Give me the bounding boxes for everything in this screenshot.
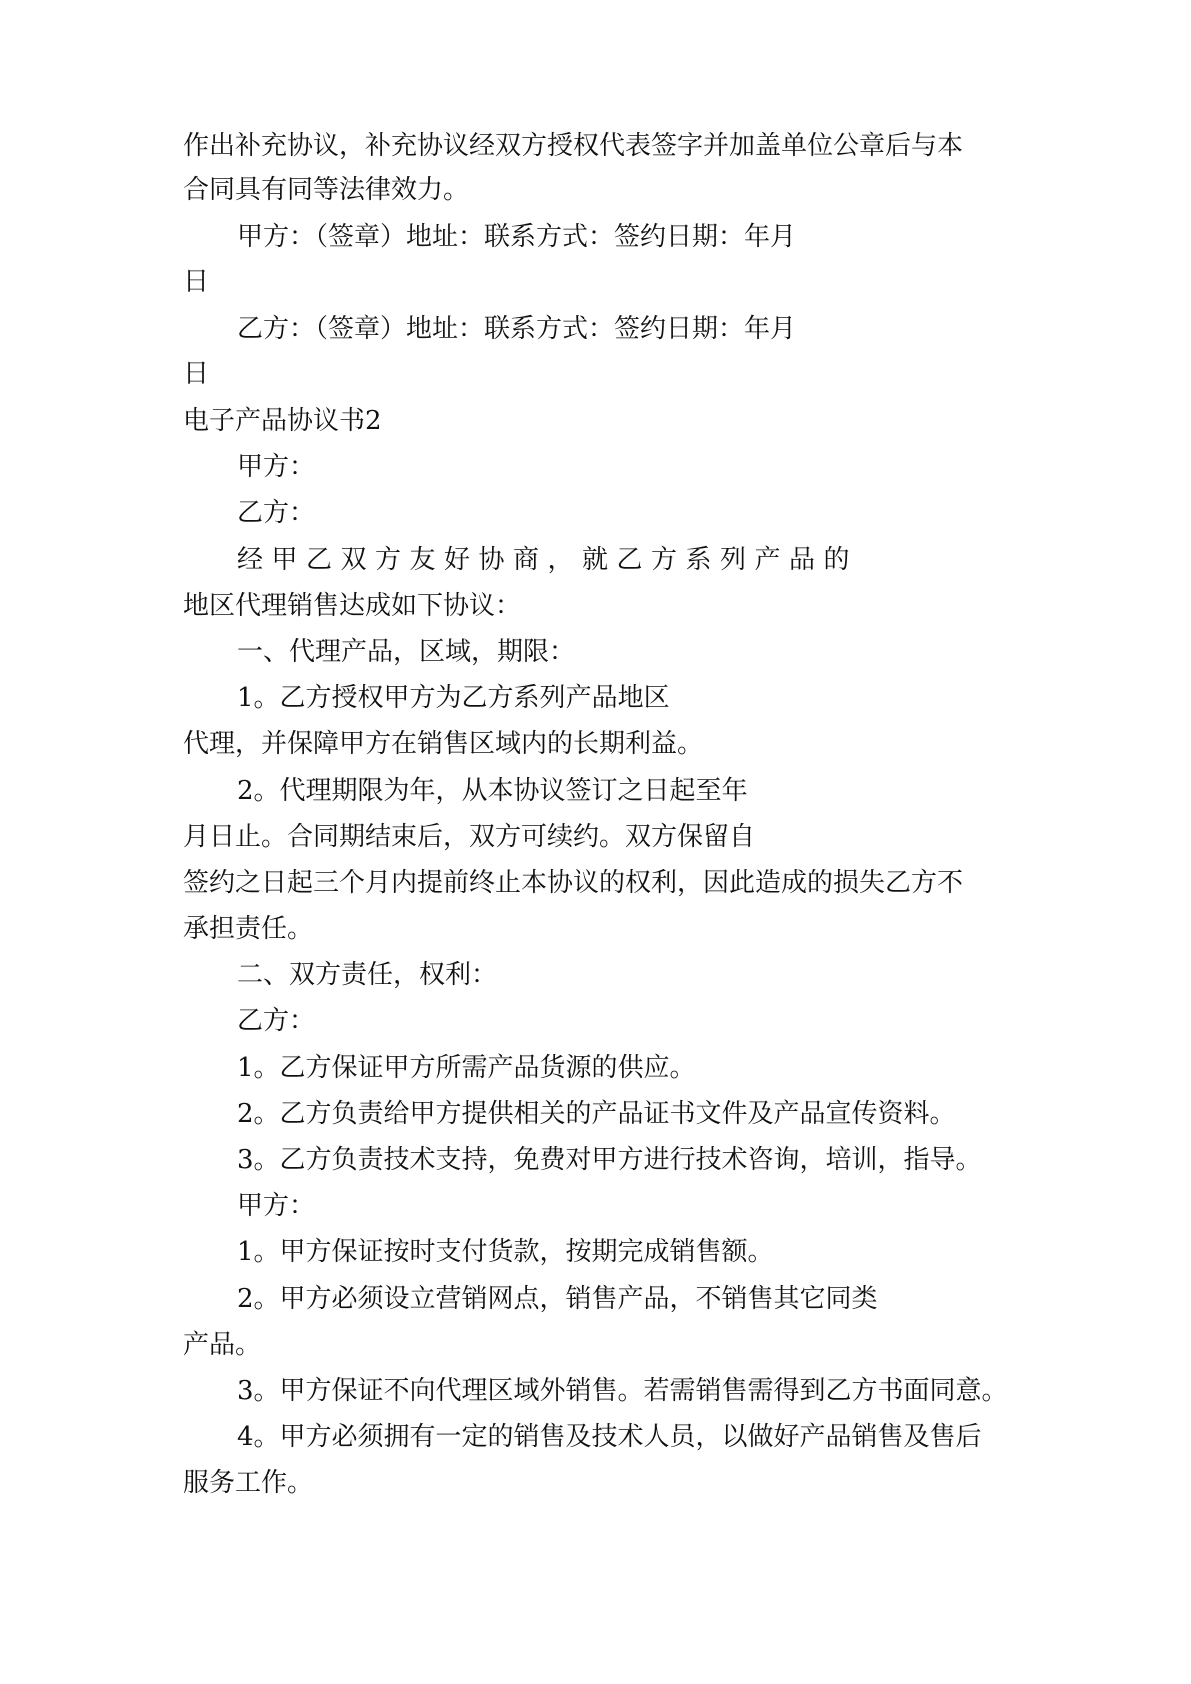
text: 月: [770, 222, 797, 252]
clause-line: [237, 1374, 1008, 1408]
clause-line: [183, 820, 755, 854]
text: 4。甲方必须拥有一定的销售及技术人员，以做好产品销售及售后: [237, 1422, 982, 1452]
text: 承担责任。: [183, 914, 314, 944]
text: 地区代理销售达成如下协议：: [183, 591, 522, 621]
text: 乙方：（签章）地址：联系方式：签约日期：: [237, 314, 745, 344]
text: 2。代理期限为: [237, 776, 410, 806]
paragraph-line: [183, 129, 963, 163]
text: 日: [183, 267, 210, 297]
clause-line: [237, 1051, 696, 1085]
text: 2。乙方负责给甲方提供相关的产品证书文件及产品宣传资料。: [237, 1099, 956, 1129]
party-b-line: [237, 496, 315, 530]
text: 合同具有同等法律效力。: [183, 175, 470, 205]
party-a-signature-day-line: [183, 265, 209, 299]
party-b-signature-line: [237, 312, 796, 346]
text: 3。乙方负责技术支持，免费对甲方进行技术咨询，培训，指导。: [237, 1145, 982, 1175]
clause-line: [237, 1097, 956, 1131]
clause-line: [237, 1420, 982, 1454]
text: 1。乙方授权甲方为乙方: [237, 683, 514, 713]
text: 代理，并保障甲方在销售区域内的长期利益。: [183, 729, 704, 759]
party-a-subheading: [237, 1189, 315, 1223]
agreement-intro-line-2: [183, 589, 521, 623]
text: 产品的: [754, 545, 859, 575]
clause-line: [237, 1235, 774, 1269]
text: 年: [744, 222, 771, 252]
section-heading: [237, 958, 497, 992]
text: 产品。: [183, 1330, 262, 1360]
text: 3。甲方保证不向代理区域外销售。若需销售需得到乙方书面同意。: [237, 1376, 1008, 1406]
clause-line: [183, 866, 963, 900]
text: 系列: [513, 683, 566, 713]
agreement-intro-line: [237, 543, 858, 577]
paragraph-line: [183, 173, 469, 207]
text: 产品，不销售其它同类: [617, 1284, 878, 1314]
text: 甲方：（签章）地址：联系方式：签约日期：: [237, 222, 745, 252]
party-b-subheading: [237, 1004, 315, 1038]
text: 1。乙方保证甲方所需产品货源的供应。: [237, 1053, 696, 1083]
text: 日: [183, 359, 210, 389]
text: 月: [183, 822, 210, 852]
text: 地区: [617, 683, 670, 713]
text: 2。甲方必须设立营销网点，销售: [237, 1284, 618, 1314]
text: 系列: [685, 545, 755, 575]
clause-line: [237, 681, 670, 715]
text: 1。甲方保证按时支付货款，按期完成销售额。: [237, 1237, 774, 1267]
clause-line: [183, 1466, 313, 1500]
text: 乙方：: [237, 1006, 316, 1036]
clause-line: [183, 912, 313, 946]
clause-line: [237, 1143, 982, 1177]
party-b-signature-day-line: [183, 357, 209, 391]
text: 年: [744, 314, 771, 344]
text: 产品: [565, 683, 618, 713]
section-heading: [237, 635, 575, 669]
text: 签约之日起三个月内提前终止本协议的权利，因此造成的损失乙方不: [183, 868, 964, 898]
text: 月: [770, 314, 797, 344]
text: 经甲乙双方友好协商，就乙方: [237, 545, 686, 575]
text: 日止。合同期结束后，双方可续约。双方保留自: [209, 822, 756, 852]
text: 作出补充协议，补充协议经双方授权代表签字并加盖单位公章后与本: [183, 131, 964, 161]
clause-line: [183, 1328, 261, 1362]
party-a-signature-line: [237, 220, 796, 254]
text: 年，从本协议签订之日起至: [409, 776, 722, 806]
text: 一、代理产品，区域，期限：: [237, 637, 576, 667]
clause-line: [183, 727, 703, 761]
clause-line: [237, 1282, 878, 1316]
clause-line: [237, 774, 748, 808]
text: 电子产品协议书2: [183, 406, 382, 436]
text: 甲方：: [237, 452, 316, 482]
document-title: [183, 404, 382, 438]
text: 服务工作。: [183, 1468, 314, 1498]
party-a-line: [237, 450, 315, 484]
text: 二、双方责任，权利：: [237, 960, 498, 990]
text: 甲方：: [237, 1191, 316, 1221]
text: 年: [721, 776, 748, 806]
text: 乙方：: [237, 498, 316, 528]
